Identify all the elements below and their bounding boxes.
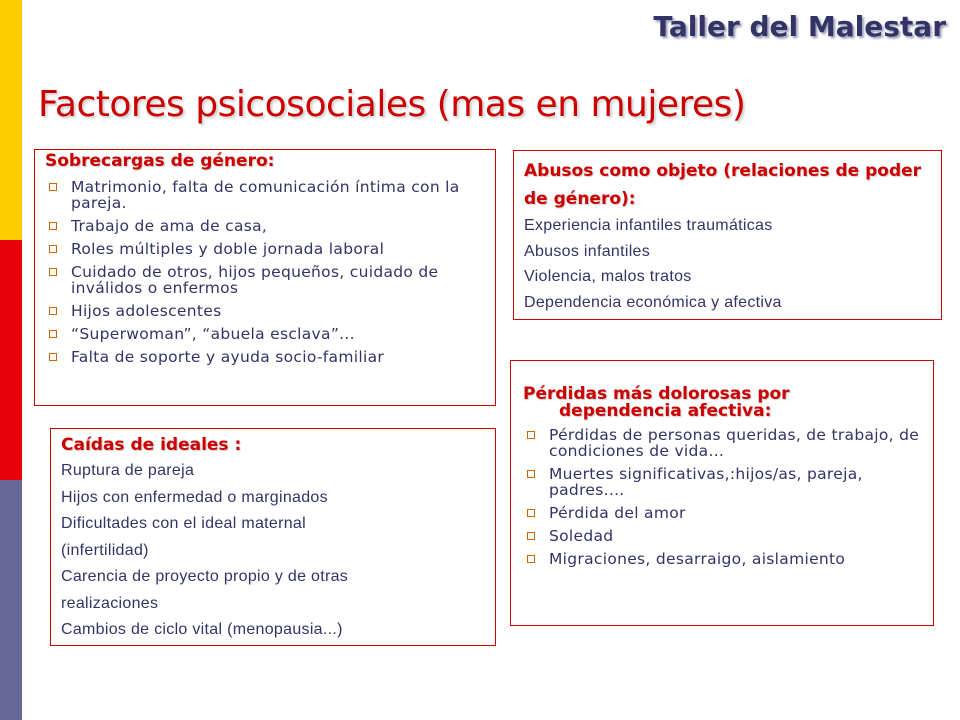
hollow-square-icon <box>527 431 535 439</box>
list-item-text: Trabajo de ama de casa, <box>71 217 268 235</box>
abusos-line: Experiencia infantiles traumáticas <box>524 217 773 234</box>
box-abusos <box>513 150 942 320</box>
perdidas-heading <box>523 386 925 420</box>
list-item <box>45 179 487 211</box>
caidas-lines <box>61 458 487 644</box>
list-item-text: Pérdida del amor <box>549 504 686 522</box>
list-item-text: Hijos adolescentes <box>71 302 222 320</box>
list-item <box>45 326 487 342</box>
list-item <box>523 505 925 521</box>
abusos-line: Violencia, malos tratos <box>524 268 692 285</box>
slide-title: Factores psicosociales (mas en mujeres) <box>38 84 746 125</box>
hollow-square-icon <box>527 532 535 540</box>
caidas-line: Ruptura de pareja <box>61 462 195 479</box>
accent-stripe-purple <box>0 480 22 720</box>
perdidas-heading-line1: Pérdidas más dolorosas por <box>523 384 790 404</box>
list-item-text: Pérdidas de personas queridas, de trabajo, de condiciones de vida... <box>549 426 920 460</box>
caidas-line: (infertilidad) <box>61 541 149 559</box>
caidas-line: realizaciones <box>61 594 159 612</box>
caidas-line: Cambios de ciclo vital (menopausia...) <box>61 621 343 638</box>
list-item <box>45 264 487 296</box>
caidas-heading: Caídas de ideales : <box>61 435 242 455</box>
hollow-square-icon <box>49 330 57 338</box>
accent-stripe-red <box>0 240 22 480</box>
perdidas-heading-line2: dependencia afectiva: <box>559 401 772 421</box>
hollow-square-icon <box>527 555 535 563</box>
abusos-lines <box>524 213 931 315</box>
list-item-text: Roles múltiples y doble jornada laboral <box>71 240 385 258</box>
sobrecargas-heading: Sobrecargas de género: <box>45 151 275 171</box>
caidas-line: Hijos con enfermedad o marginados <box>61 488 328 506</box>
list-item-text: Migraciones, desarraigo, aislamiento <box>549 550 846 568</box>
box-perdidas <box>510 360 934 626</box>
hollow-square-icon <box>527 470 535 478</box>
hollow-square-icon <box>527 509 535 517</box>
list-item-text: Falta de soporte y ayuda socio-familiar <box>71 348 385 366</box>
list-item <box>523 466 925 498</box>
sobrecargas-list <box>45 179 487 365</box>
list-item-text: Soledad <box>549 527 614 545</box>
list-item-text: Cuidado de otros, hijos pequeños, cuidado de inválidos o enfermos <box>71 263 439 297</box>
abusos-heading: Abusos como objeto (relaciones de poder de género): <box>524 161 922 209</box>
list-item <box>523 528 925 544</box>
accent-stripe-yellow <box>0 0 22 240</box>
box-caidas <box>50 428 496 646</box>
list-item <box>523 551 925 567</box>
box-sobrecargas <box>34 149 496 406</box>
list-item-text: Muertes significativas,:hijos/as, pareja, padres.... <box>549 465 863 499</box>
hollow-square-icon <box>49 222 57 230</box>
header-title: Taller del Malestar <box>653 10 946 43</box>
hollow-square-icon <box>49 268 57 276</box>
hollow-square-icon <box>49 307 57 315</box>
hollow-square-icon <box>49 353 57 361</box>
hollow-square-icon <box>49 183 57 191</box>
perdidas-list <box>523 427 925 567</box>
list-item-text: “Superwoman”, “abuela esclava”... <box>71 325 355 343</box>
list-item <box>45 241 487 257</box>
list-item-text: Matrimonio, falta de comunicación íntima con la pareja. <box>71 178 460 212</box>
abusos-line: Abusos infantiles <box>524 242 651 260</box>
hollow-square-icon <box>49 245 57 253</box>
caidas-line: Dificultades con el ideal maternal <box>61 515 306 532</box>
list-item <box>45 218 487 234</box>
caidas-line: Carencia de proyecto propio y de otras <box>61 568 349 585</box>
list-item <box>523 427 925 459</box>
abusos-line: Dependencia económica y afectiva <box>524 293 782 311</box>
list-item <box>45 303 487 319</box>
list-item <box>45 349 487 365</box>
